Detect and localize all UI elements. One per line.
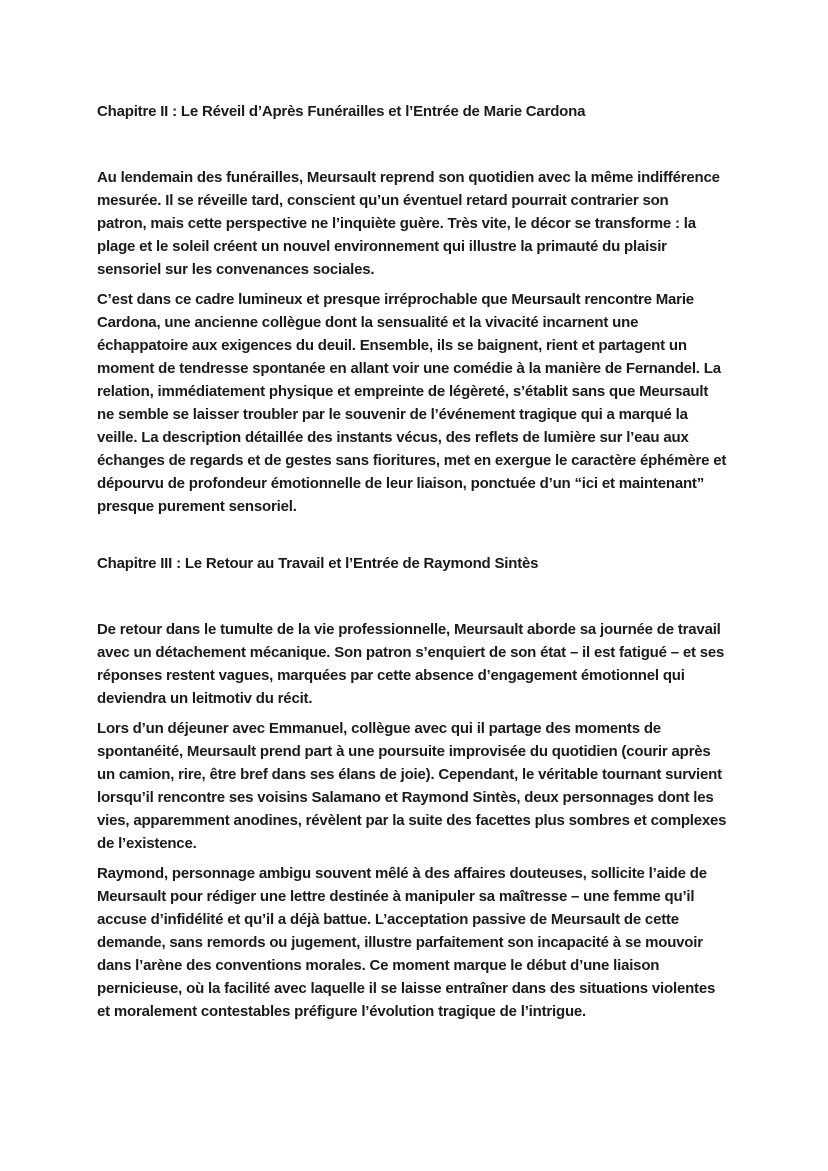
text-line: C’est dans ce cadre lumineux et presque irréprochable que Meursault rencontre Marie [97, 291, 694, 308]
text-line: Meursault pour rédiger une lettre destinée à manipuler sa maîtresse – une femme qu’il [97, 888, 695, 905]
paragraph [97, 862, 731, 1023]
text-line: demande, sans remords ou jugement, illustre parfaitement son incapacité à se mouvoir [97, 934, 703, 951]
text-line: Raymond, personnage ambigu souvent mêlé à des affaires douteuses, sollicite l’aide de [97, 865, 707, 882]
text-line: Lors d’un déjeuner avec Emmanuel, collègue avec qui il partage des moments de [97, 720, 661, 737]
paragraph [97, 717, 731, 855]
text-line: deviendra un leitmotiv du récit. [97, 690, 313, 707]
text-line: échappatoire aux exigences du deuil. Ensemble, ils se baignent, rient et partagent un [97, 337, 687, 354]
text-line: Au lendemain des funérailles, Meursault reprend son quotidien avec la même indifférence [97, 169, 720, 186]
text-line: De retour dans le tumulte de la vie professionnelle, Meursault aborde sa journée de travail [97, 621, 721, 638]
text-line: échanges de regards et de gestes sans fioritures, met en exergue le caractère éphémère et [97, 452, 727, 469]
text-line: plage et le soleil créent un nouvel environnement qui illustre la primauté du plaisir [97, 238, 667, 255]
text-line: dans l’arène des conventions morales. Ce moment marque le début d’une liaison [97, 957, 660, 974]
text-line: ne semble se laisser troubler par le souvenir de l’événement tragique qui a marqué la [97, 406, 688, 423]
text-line: réponses restent vagues, marquées par cette absence d’engagement émotionnel qui [97, 667, 685, 684]
text-line: mesurée. Il se réveille tard, conscient qu’un éventuel retard pourrait contrarier son [97, 192, 669, 209]
text-line: vies, apparemment anodines, révèlent par la suite des facettes plus sombres et complexes [97, 812, 727, 829]
text-line: sensoriel sur les convenances sociales. [97, 261, 375, 278]
chapter-heading-3: Chapitre III : Le Retour au Travail et l’Entrée de Raymond Sintès [97, 555, 539, 572]
text-line: relation, immédiatement physique et empreinte de légèreté, s’établit sans que Meursault [97, 383, 709, 400]
chapter-heading-2: Chapitre II : Le Réveil d’Après Funérailles et l’Entrée de Marie Cardona [97, 103, 586, 120]
text-line: accuse d’infidélité et qu’il a déjà battue. L’acceptation passive de Meursault de cette [97, 911, 679, 928]
paragraph [97, 618, 731, 710]
text-line: Cardona, une ancienne collègue dont la sensualité et la vivacité incarnent une [97, 314, 639, 331]
text-line: de l’existence. [97, 835, 197, 852]
text-line: spontanéité, Meursault prend part à une poursuite improvisée du quotidien (courir après [97, 743, 711, 760]
text-line: avec un détachement mécanique. Son patron s’enquiert de son état – il est fatigué – et ses [97, 644, 725, 661]
text-line: lorsqu’il rencontre ses voisins Salamano et Raymond Sintès, deux personnages dont les [97, 789, 714, 806]
paragraph [97, 288, 731, 518]
text-line: moment de tendresse spontanée en allant voir une comédie à la manière de Fernandel. La [97, 360, 721, 377]
text-line: et moralement contestables préfigure l’évolution tragique de l’intrigue. [97, 1003, 587, 1020]
paragraph [97, 166, 731, 281]
text-line: veille. La description détaillée des instants vécus, des reflets de lumière sur l’eau aux [97, 429, 689, 446]
text-line: presque purement sensoriel. [97, 498, 297, 515]
text-line: patron, mais cette perspective ne l’inquiète guère. Très vite, le décor se transforme : la [97, 215, 696, 232]
text-line: dépourvu de profondeur émotionnelle de leur liaison, ponctuée d’un “ici et maintenant” [97, 475, 705, 492]
text-line: pernicieuse, où la facilité avec laquelle il se laisse entraîner dans des situations violentes [97, 980, 716, 997]
text-line: un camion, rire, être bref dans ses élans de joie). Cependant, le véritable tournant survient [97, 766, 722, 783]
